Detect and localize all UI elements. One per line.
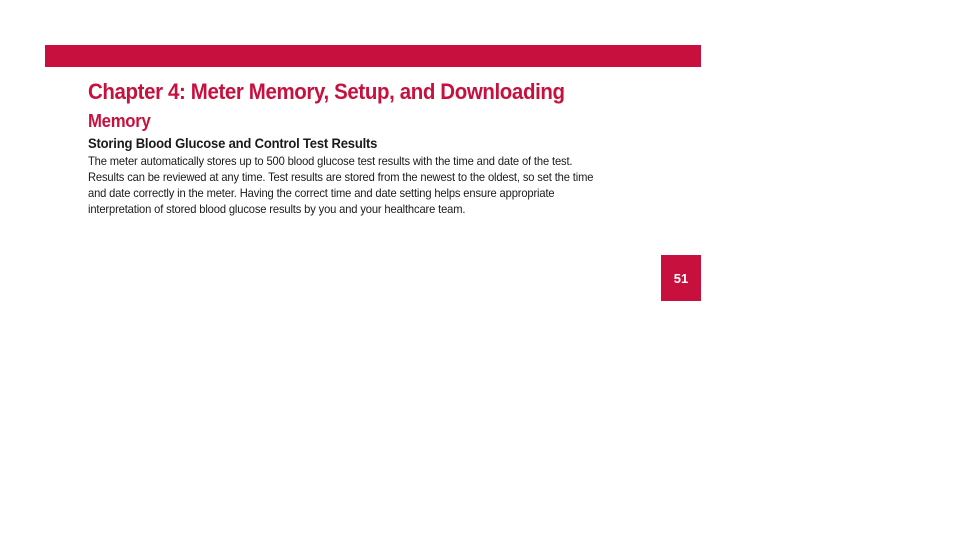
body-line: Results can be reviewed at any time. Test results are stored from the newest to the oldest, so set the time: [88, 170, 594, 184]
body-line: The meter automatically stores up to 500 blood glucose test results with the time and date of the test.: [88, 154, 573, 168]
body-paragraph: [88, 153, 646, 217]
subsection-title: Storing Blood Glucose and Control Test Results: [88, 135, 378, 151]
page-number: 51: [673, 270, 689, 286]
page-number-tab: [661, 255, 701, 301]
chapter-title: Chapter 4: Meter Memory, Setup, and Downloading: [88, 79, 565, 104]
body-line: interpretation of stored blood glucose results by you and your healthcare team.: [88, 202, 466, 216]
header-color-bar: [45, 45, 701, 67]
section-title: Memory: [88, 111, 151, 131]
body-line: and date correctly in the meter. Having the correct time and date setting helps ensure appropriate: [88, 186, 555, 200]
